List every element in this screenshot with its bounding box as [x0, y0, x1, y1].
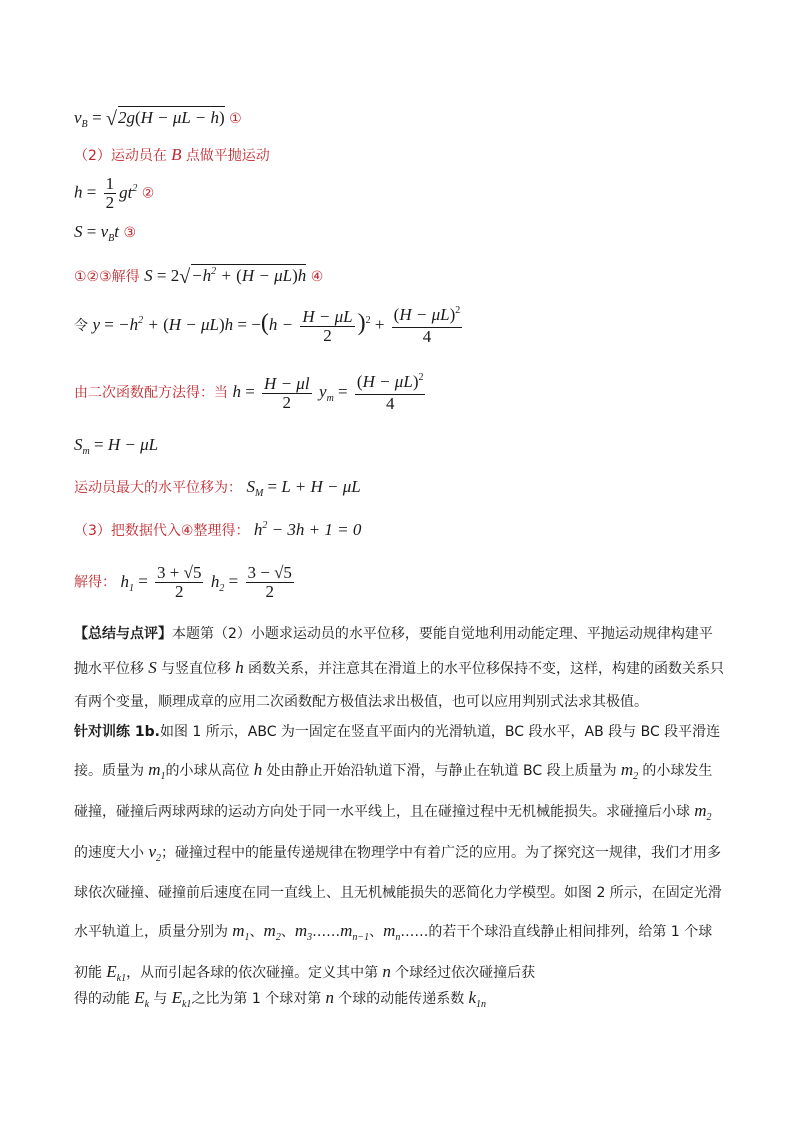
exercise-paragraph: 针对训练 1b.如图 1 所示，ABC 为一固定在竖直平面内的光滑轨道，BC 段水平，AB 段与 BC 段平滑连接。质量为 $m_1$的小球从高位 h 处由静止开始沿轨道下滑，与静止在轨道 BC 段上质量为 $m_2$ 的小球发生碰撞，碰撞后两球两球的运动方向处于同一水平线上，且在碰撞过程中无机械能损失。求碰撞后小球 $m_2$ 的速度大小 $v_2$；碰撞过程中的能量传递规律在物理学中有着广泛的应用。为了探究这一规律，我们才用多球依次碰撞、碰撞前后速度在同一直线上、且无机械能损失的恶简化力学模型。如图 2 所示，在固定光滑水平轨道上，质量分别为 $m_1$、$m_2$、$m_3\dots\dots m_{n-1}$、$m_n\dots\dots$的若干个球沿直线静止相间排列，给第 1 个球初能 $E_{k1}$，从而引起各球的依次碰撞。定义其中第 n 个球经过依次碰撞后获 [74, 724, 722, 984]
exercise-last-line: 得的动能 $E_k$ 与 $E_{k1}$之比为第 1 个球对第 n 个球的动能传递系数 $k_{1n}$ [74, 988, 487, 1010]
equation-roots: 解得： $h_1$ = $\frac{3 + √5}{2}$ $h_2$ = $\frac{3 - √5}{2}$ [74, 563, 292, 601]
equation-smax: 运动员最大的水平位移为： $S_M = L + H - \mu L$ [74, 477, 361, 499]
equation-number-1: ① [229, 111, 242, 127]
equation-number-2: ② [141, 185, 155, 202]
equation-s: $S = v_Bt$ ③ [74, 222, 136, 244]
exercise-heading: 针对训练 1b. [74, 724, 160, 740]
step-2-heading: （2）运动员在 B 点做平抛运动 [74, 145, 270, 164]
summary-heading: 【总结与点评】 [74, 626, 172, 642]
equation-vb: $v_B = √2g(H - \mu L - h)$ ① [74, 108, 242, 130]
equation-vertex: 由二次函数配方法得：当 h = $\frac{H - \mu l}{2}$ $y_m$ = $\frac{(H - \mu L)^2}{4}$ [74, 372, 424, 413]
summary-paragraph: 【总结与点评】本题第（2）小题求运动员的水平位移，要能自觉地利用动能定理、平抛运动规律构建平抛水平位移 S 与竖直位移 h 函数关系，并注意其在滑道上的水平位移保持不变，这样，构建的函数关系只有两个变量，顺理成章的应用二次函数配方极值法求出极值，也可以应用判别式法求其极值。 [74, 626, 724, 710]
equation-s-solved: ①②③解得 $S = 2√-h^2 + (H - \mu L)h$ ④ [74, 266, 324, 288]
equation-y: 令 $y = -h^2 + (H - \mu L)h = -(h$ − $\frac{H - \mu L}{2}$ )$^2$ + $\frac{(H - \mu L)^2}{4}$ [74, 305, 461, 346]
equation-number-3: ③ [123, 225, 136, 241]
equation-sm: $S_m = H - \mu L$ [74, 435, 159, 457]
equation-quadratic: （3）把数据代入④整理得： $h^2 - 3h + 1 = 0$ [74, 520, 362, 539]
equation-number-4: ④ [310, 269, 324, 285]
equation-h: h = $\frac{1}{2}$ $gt^2$ ② [74, 174, 155, 212]
